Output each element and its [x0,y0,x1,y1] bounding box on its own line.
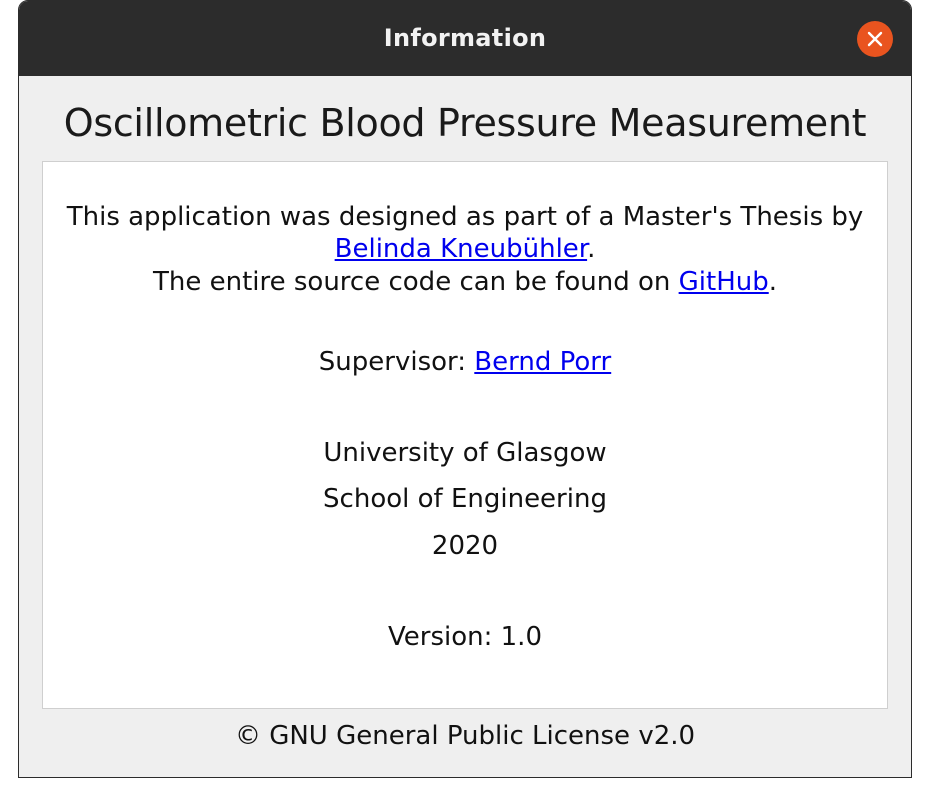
information-dialog [18,0,912,778]
source-prefix: The entire source code can be found on [152,267,679,297]
source-line [43,266,887,298]
university-text: University of Glasgow [323,438,607,468]
close-button[interactable] [857,21,893,57]
author-suffix: . [587,234,596,264]
year-text: 2020 [431,531,499,561]
thesis-text: This application was designed as part of a Master's Thesis by [66,202,864,232]
author-link[interactable]: Belinda Kneubühler [334,234,588,264]
author-line [43,233,887,265]
supervisor-prefix: Supervisor: [318,347,475,377]
license-text: © GNU General Public License v2.0 [234,721,696,751]
github-link[interactable]: GitHub [678,267,769,297]
supervisor-line [43,346,887,378]
source-suffix: . [768,267,777,297]
version-text: Version: 1.0 [388,622,542,652]
title-bar[interactable] [19,1,911,76]
about-panel [42,161,888,709]
school-text: School of Engineering [323,484,607,514]
close-icon [867,31,883,47]
window-title: Information [383,24,547,52]
supervisor-link[interactable]: Bernd Porr [474,347,612,377]
app-title: Oscillometric Blood Pressure Measurement [63,101,867,145]
